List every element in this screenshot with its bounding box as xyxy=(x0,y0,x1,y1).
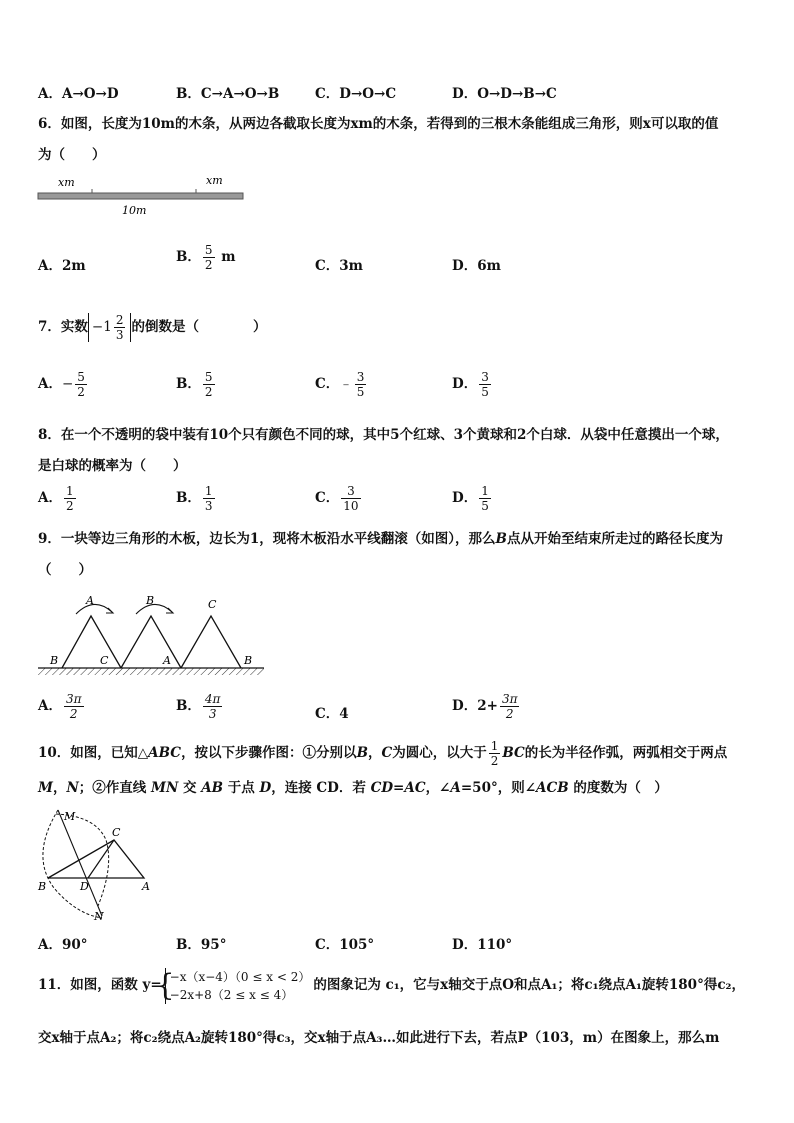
q6-bottom-label: 10m xyxy=(122,204,147,217)
denominator: 5 xyxy=(356,385,365,399)
q11-case-2: −2x+8（2 ≤ x ≤ 4） xyxy=(169,987,294,1002)
q10-stem-line1 xyxy=(38,738,727,768)
q11-prefix: 11．如图，函数 y= xyxy=(38,977,162,993)
q10-half-fraction xyxy=(489,739,501,768)
q10-option-a: A．90° xyxy=(38,937,88,953)
q8-stem-line2: 是白球的概率为（ ） xyxy=(38,458,187,474)
q9-stem-line1 xyxy=(38,529,723,549)
q10-label-d: D xyxy=(80,880,89,893)
t: B xyxy=(356,745,368,761)
q7-option-b xyxy=(176,370,217,399)
q6-stick xyxy=(38,193,243,199)
q11-piecewise-function xyxy=(165,968,311,1004)
denominator: 3 xyxy=(115,328,124,342)
numerator: 5 xyxy=(77,370,85,384)
denominator: 2 xyxy=(77,385,85,399)
option-label: C． xyxy=(315,376,340,392)
q6-stem-line1: 6．如图，长度为10m的木条，从两边各截取长度为xm的木条，若得到的三根木条能组成三角形，则x可以取的值 xyxy=(38,116,719,132)
q8-option-b xyxy=(176,484,217,513)
q9-point-b: B xyxy=(495,531,507,547)
q10-label-a: A xyxy=(142,880,150,893)
q9-label-b-left: B xyxy=(50,654,59,667)
option-label: A． xyxy=(38,376,62,392)
option-prefix: 2+ xyxy=(477,698,498,714)
q10-stem-line2 xyxy=(38,778,668,798)
numerator: 1 xyxy=(65,484,74,498)
t: M xyxy=(38,780,53,796)
t: ，∠ xyxy=(425,780,451,796)
numerator: 4π xyxy=(204,692,221,706)
q9-option-a xyxy=(38,692,86,721)
option-label: D． xyxy=(452,698,478,714)
numerator: 1 xyxy=(481,484,489,498)
q6-option-b-unit: m xyxy=(221,249,236,265)
option-label: C． xyxy=(315,490,340,506)
fraction xyxy=(203,692,223,721)
q9-option-b xyxy=(176,692,224,721)
q10-option-b: B．95° xyxy=(176,937,227,953)
q8-option-d xyxy=(452,484,493,513)
q10-label-c: C xyxy=(112,826,121,839)
t: ， xyxy=(367,745,382,761)
q9-triangle-2 xyxy=(121,616,181,668)
fraction xyxy=(203,370,215,399)
q11-stem-line1 xyxy=(38,965,745,1005)
q7-option-a xyxy=(38,370,89,399)
q6-option-b xyxy=(176,243,236,272)
q9-label-b-right: B xyxy=(244,654,253,667)
q8-stem-line1: 8．在一个不透明的袋中装有10个只有颜色不同的球，其中5个红球、3个黄球和2个白球．从袋中任意摸出一个球， xyxy=(38,427,729,443)
t: ；②作直线 xyxy=(78,780,147,796)
option-label: B． xyxy=(176,490,201,506)
q7-mixed-whole: −1 xyxy=(91,319,112,335)
q7-stem xyxy=(38,313,266,342)
q9-option-d xyxy=(452,692,521,721)
q10-label-n: N xyxy=(94,910,104,923)
fraction xyxy=(479,370,491,399)
q9-rolling-triangle-figure xyxy=(36,592,268,684)
q10-option-c: C．105° xyxy=(315,937,375,953)
sign: − xyxy=(61,376,74,392)
t: 10．如图，已知△ xyxy=(38,745,149,761)
q9-label-c-mid1: C xyxy=(100,654,109,667)
fraction xyxy=(203,484,215,513)
q5-option-c: C．D→O→C xyxy=(315,86,397,102)
denominator: 2 xyxy=(204,258,213,272)
q9-option-c: C．4 xyxy=(315,706,349,722)
t: ABC xyxy=(148,745,182,761)
q8-option-a xyxy=(38,484,78,513)
q9-text-c: 点从开始至结束所走过的路径长度为 xyxy=(506,531,723,547)
numerator: 3 xyxy=(356,370,365,384)
t: MN xyxy=(151,780,179,796)
denominator: 5 xyxy=(481,499,489,513)
t: C xyxy=(381,745,393,761)
q9-triangle-1 xyxy=(62,616,121,668)
t: BC xyxy=(502,745,525,761)
t: N xyxy=(66,780,79,796)
t: A xyxy=(450,780,461,796)
q6-left-label: xm xyxy=(58,176,75,189)
q6-option-b-fraction xyxy=(203,243,215,272)
t: 于点 xyxy=(227,780,255,796)
q9-stem-line2: （ ） xyxy=(38,562,92,578)
q6-option-c: C．3m xyxy=(315,258,363,274)
fraction xyxy=(479,484,491,513)
q11-case-1: { −x（x−4）（0 ≤ x < 2） xyxy=(169,969,311,984)
t: AB xyxy=(201,780,224,796)
option-label: B． xyxy=(176,698,201,714)
option-label: D． xyxy=(452,376,478,392)
q8-option-c xyxy=(315,484,363,513)
fraction xyxy=(64,692,84,721)
q5-option-a: A．A→O→D xyxy=(38,86,119,102)
q5-option-b: B．C→A→O→B xyxy=(176,86,280,102)
numerator: 3π xyxy=(501,692,518,706)
option-label: B． xyxy=(176,376,201,392)
q10-option-d: D．110° xyxy=(452,937,513,953)
numerator: 3 xyxy=(481,370,489,384)
t: ，连接 CD．若 xyxy=(271,780,366,796)
fraction xyxy=(341,484,360,513)
q7-option-c xyxy=(315,370,368,399)
q6-option-d: D．6m xyxy=(452,258,501,274)
q9-text-a: 9．一块等边三角形的木板，边长为1，现将木板沿水平线翻滚（如图），那么 xyxy=(38,531,496,547)
q9-label-b-top: B xyxy=(146,594,155,607)
t: 的度数为（ ） xyxy=(573,780,668,796)
t: ， xyxy=(52,780,67,796)
denominator: 2 xyxy=(490,754,499,768)
q10-label-m: M xyxy=(64,810,76,823)
q7-abs-value xyxy=(88,313,132,342)
numerator: 2 xyxy=(115,313,124,327)
q7-suffix: 的倒数是（ ） xyxy=(131,319,267,335)
t: ，按以下步骤作图：①分别以 xyxy=(181,745,357,761)
t: D xyxy=(259,780,272,796)
option-label: A． xyxy=(38,698,62,714)
t: 交 xyxy=(183,780,197,796)
q7-mixed-fraction xyxy=(114,313,126,342)
q9-label-a-mid2: A xyxy=(163,654,171,667)
option-label: D． xyxy=(452,490,478,506)
fraction xyxy=(64,484,76,513)
denominator: 3 xyxy=(204,499,213,513)
q6-option-a: A．2m xyxy=(38,258,86,274)
numerator: 1 xyxy=(204,484,213,498)
q5-option-d: D．O→D→B→C xyxy=(452,86,557,102)
q9-ground-hatch xyxy=(38,668,264,675)
denominator: 3 xyxy=(208,707,217,721)
denominator: 2 xyxy=(505,707,514,721)
t: =50°，则∠ xyxy=(460,780,537,796)
q9-label-c-top: C xyxy=(208,598,217,611)
option-label: A． xyxy=(38,490,62,506)
q9-label-a-top: A xyxy=(86,594,94,607)
q10-segment-cd xyxy=(88,840,114,878)
denominator: 2 xyxy=(204,385,213,399)
numerator: 1 xyxy=(490,739,499,753)
q11-suffix: 的图象记为 c₁，它与x轴交于点O和点A₁；将c₁绕点A₁旋转180°得c₂， xyxy=(313,977,745,993)
q7-prefix: 7．实数 xyxy=(38,319,88,335)
numerator: 5 xyxy=(204,370,213,384)
denominator: 2 xyxy=(69,707,78,721)
q6-option-b-label: B． xyxy=(176,249,201,265)
q7-option-d xyxy=(452,370,493,399)
t: 为圆心，以大于 xyxy=(392,745,487,761)
q10-label-b: B xyxy=(38,880,47,893)
fraction xyxy=(500,692,520,721)
q11-stem-line2: 交x轴于点A₂；将c₂绕点A₂旋转180°得c₃，交x轴于点A₃…如此进行下去，若点P（103，m）在图象上，那么m xyxy=(38,1030,720,1046)
q10-construction-figure xyxy=(36,806,162,924)
q6-stick-figure xyxy=(36,172,248,218)
denominator: 2 xyxy=(65,499,74,513)
numerator: 5 xyxy=(204,243,213,257)
sign: ﹣ xyxy=(339,376,353,392)
fraction xyxy=(355,370,367,399)
numerator: 3 xyxy=(341,484,360,499)
q6-right-label: xm xyxy=(206,174,223,187)
t: 的长为半径作弧，两弧相交于两点 xyxy=(524,745,728,761)
q6-stem-line2: 为（ ） xyxy=(38,147,106,163)
denominator: 10 xyxy=(343,499,359,513)
fraction xyxy=(75,370,87,399)
t: ACB xyxy=(536,780,569,796)
q9-triangle-3 xyxy=(181,616,241,668)
numerator: 3π xyxy=(65,692,82,706)
denominator: 5 xyxy=(481,385,489,399)
q10-triangle-abc xyxy=(48,840,144,878)
t: CD=AC xyxy=(370,780,426,796)
